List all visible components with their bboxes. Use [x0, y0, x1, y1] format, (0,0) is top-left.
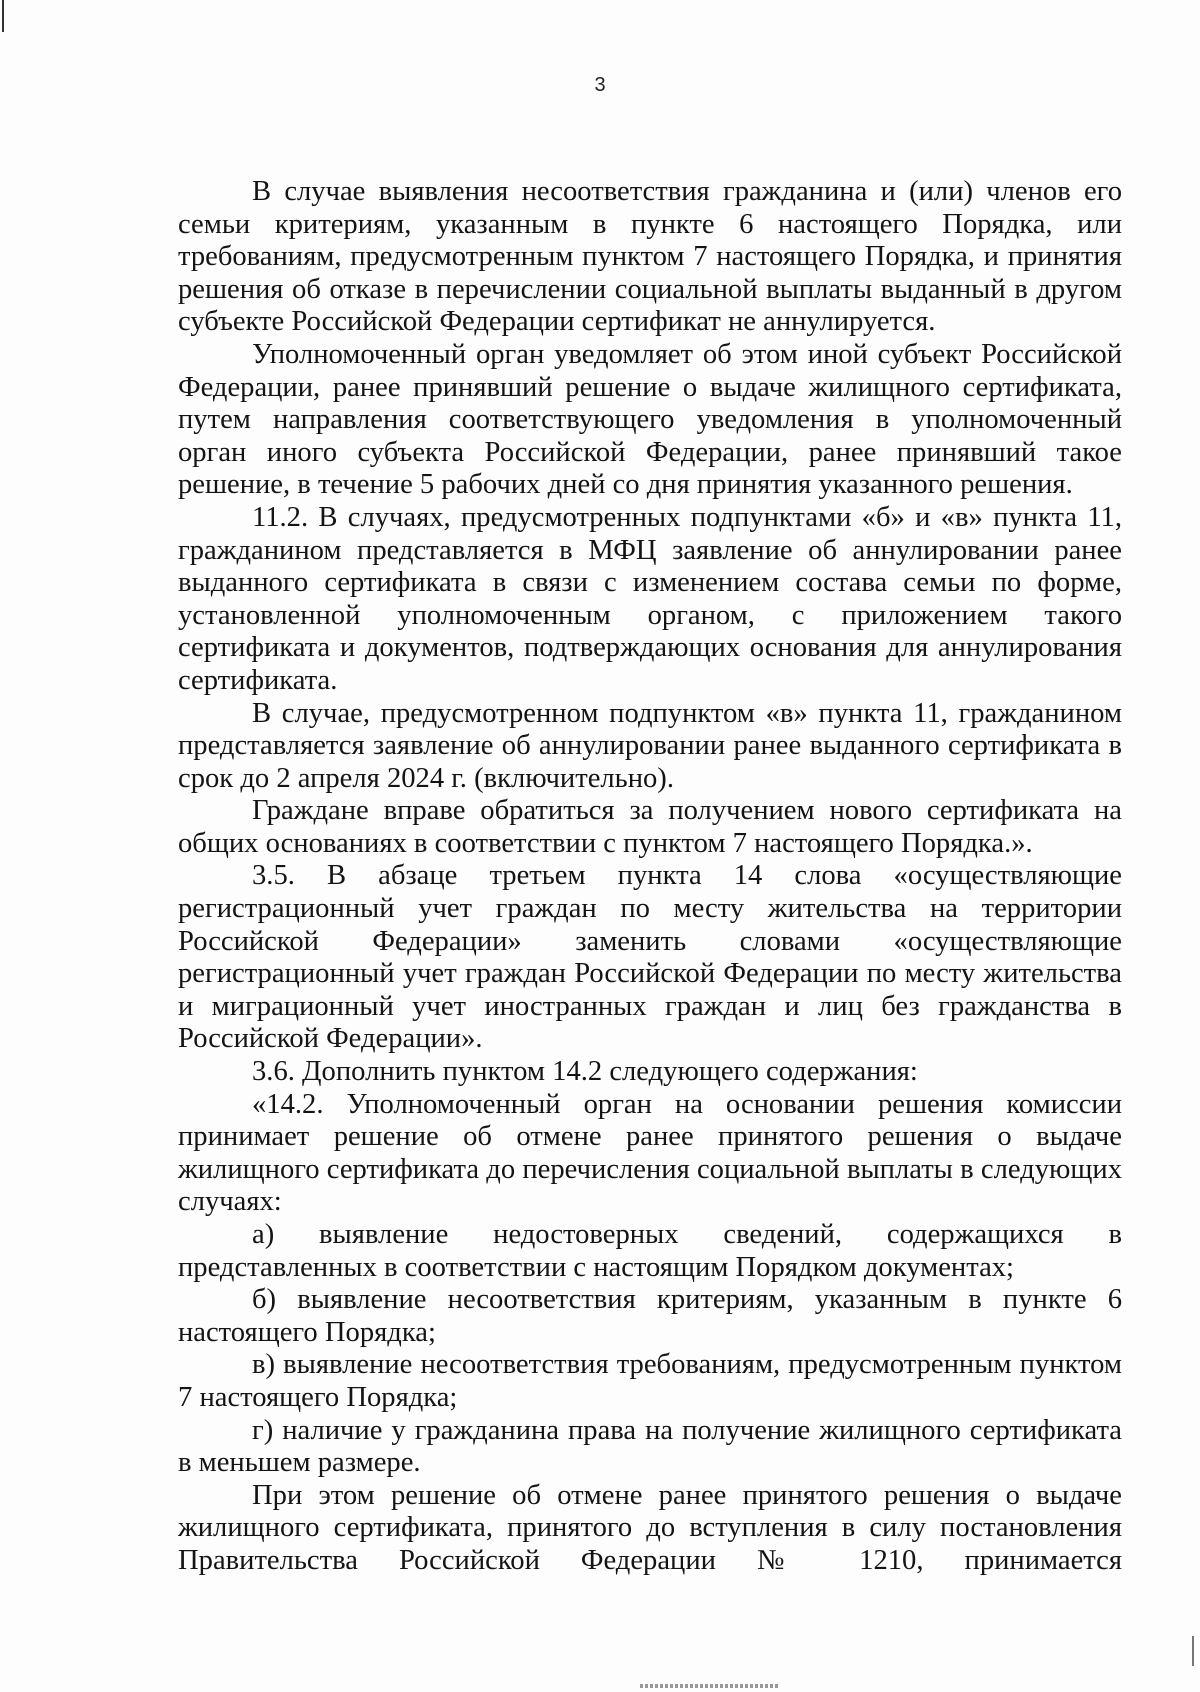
paragraph: «14.2. Уполномоченный орган на основании решения комиссии принимает решение об отмене ранее принятого решения о выдаче жилищного сертификата до перечисления социальной выплаты в следующих случаях: [178, 1088, 1122, 1218]
scan-artifact [640, 1684, 780, 1688]
list-item: в) выявление несоответствия требованиям, предусмотренным пунктом 7 настоящего Порядка; [178, 1349, 1122, 1413]
list-item: а) выявление недостоверных сведений, содержащихся в представленных в соответствии с настоящим Порядком документах; [178, 1219, 1122, 1283]
page-number: 3 [594, 74, 606, 96]
paragraph: При этом решение об отмене ранее принятого решения о выдаче жилищного сертификата, принятого до вступления в силу постановления Правительства Российской Федерации № 1210, принимается [178, 1479, 1122, 1576]
paragraph: 3.5. В абзаце третьем пункта 14 слова «осуществляющие регистрационный учет граждан по месту жительства на территории Российской Федерации» заменить словами «осуществляющие регистрационный учет граждан Российской Федерации по месту жительства и миграционный учет иностранных граждан и лиц без гражданства в Российской Федерации». [178, 860, 1122, 1055]
paragraph: 3.6. Дополнить пунктом 14.2 следующего содержания: [252, 1056, 918, 1088]
list-item: б) выявление несоответствия критериям, указанным в пункте 6 настоящего Порядка; [178, 1284, 1122, 1348]
document-body [178, 176, 1122, 1578]
scan-edge-mark [2, 0, 4, 32]
paragraph: В случае выявления несоответствия гражданина и (или) членов его семьи критериям, указанным в пункте 6 настоящего Порядка, или требованиям, предусмотренным пунктом 7 настоящего Порядка, и принятия решения об отказе в перечислении социальной выплаты выданный в другом субъекте Российской Федерации сертификат не аннулируется. [178, 176, 1122, 338]
scan-edge-mark [1192, 1636, 1194, 1666]
paragraph: Граждане вправе обратиться за получением нового сертификата на общих основаниях в соответствии с пунктом 7 настоящего Порядка.». [178, 795, 1122, 859]
paragraph: Уполномоченный орган уведомляет об этом иной субъект Российской Федерации, ранее принявший решение о выдаче жилищного сертификата, путем направления соответствующего уведомления в уполномоченный орган иного субъекта Российской Федерации, ранее принявший такое решение, в течение 5 рабочих дней со дня принятия указанного решения. [178, 338, 1122, 501]
list-item: г) наличие у гражданина права на получение жилищного сертификата в меньшем размере. [178, 1414, 1122, 1479]
paragraph: 11.2. В случаях, предусмотренных подпунктами «б» и «в» пункта 11, гражданином представляется в МФЦ заявление об аннулировании ранее выданного сертификата в связи с изменением состава семьи по форме, установленной уполномоченным органом, с приложением такого сертификата и документов, подтверждающих основания для аннулирования сертификата. [178, 501, 1122, 696]
paragraph: В случае, предусмотренном подпунктом «в» пункта 11, гражданином представляется заявление об аннулировании ранее выданного сертификата в срок до 2 апреля 2024 г. (включительно). [178, 697, 1122, 794]
